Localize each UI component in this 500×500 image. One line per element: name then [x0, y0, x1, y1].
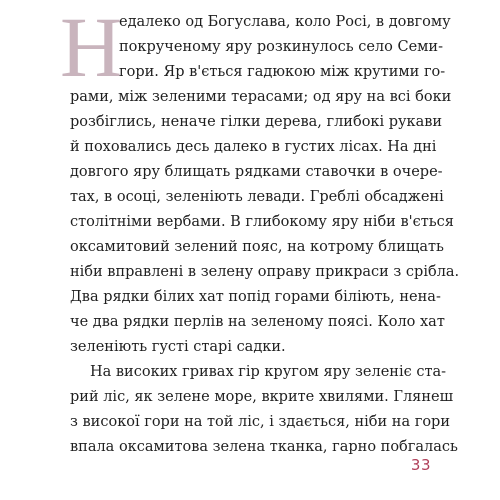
text-line: рами, між зеленими терасами; од яру на всі боки: [70, 89, 452, 105]
text-line: зеленіють густі старі садки.: [70, 339, 286, 355]
text-line: столітніми вербами. В глибокому яру ніби в'ється: [70, 214, 454, 230]
text-line: з високої гори на той ліс, і здається, ніби на гори: [70, 414, 450, 430]
text-line: покрученому яру розкинулось село Семи-: [119, 39, 443, 55]
text-line: че два рядки перлів на зеленому поясі. Коло хат: [70, 314, 445, 330]
text-line: ніби вправлені в зелену оправу прикраси з срібла.: [70, 264, 460, 280]
text-line: оксамитовий зелений пояс, на котрому блищать: [70, 239, 444, 255]
text-line: довгого яру блищать рядками ставочки в очере-: [70, 164, 443, 180]
drop-cap: Н: [60, 0, 123, 95]
text-line: тах, в осоці, зеленіють левади. Греблі обсаджені: [70, 189, 444, 205]
text-line: впала оксамитова зелена тканка, гарно побгалась: [70, 439, 458, 455]
text-line: рий ліс, як зелене море, вкрите хвилями. Глянеш: [70, 389, 454, 405]
text-line: На високих гривах гір кругом яру зеленіє ста-: [90, 364, 447, 380]
text-line: гори. Яр в'ється гадюкою між крутими го-: [119, 64, 446, 80]
page-number: 33: [410, 456, 431, 474]
text-line: едалеко од Богуслава, коло Росі, в довгому: [119, 14, 451, 30]
text-line: розбіглись, неначе гілки дерева, глибокі рукави: [70, 114, 443, 130]
text-line: й поховались десь далеко в густих лісах. На дні: [70, 139, 437, 155]
text-line: Два рядки білих хат попід горами біліють, нена-: [70, 289, 441, 305]
